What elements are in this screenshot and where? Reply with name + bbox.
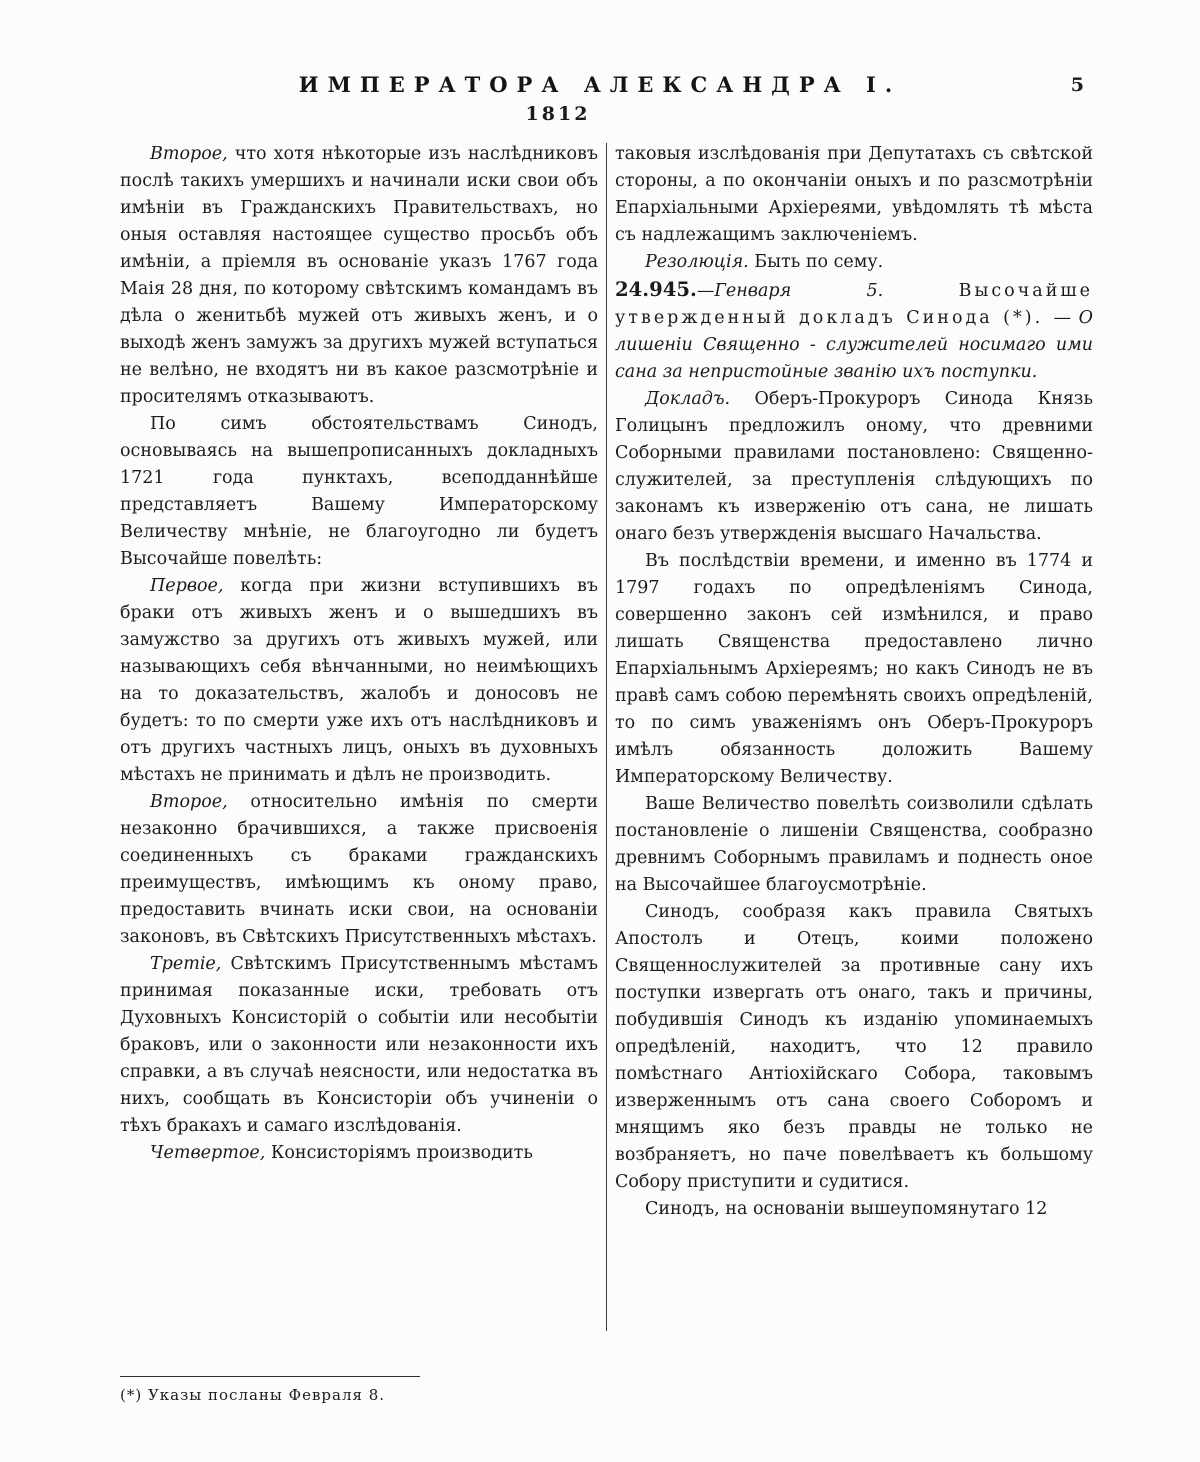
text-segment: Третіе, [150, 954, 231, 974]
paragraph [615, 386, 1093, 548]
text-segment: Въ послѣдствіи времени, и именно въ 1774 и 1797 годахъ по опредѣленіямъ Синода, совершенно законъ сей измѣнился, и право лишать Священства предоставлено лично Епархіальнымъ Архіереямъ; но какъ Синодъ не въ правѣ самъ собою перемѣнять своихъ опредѣленій, то по симъ уваженіямъ онъ Оберъ-Прокуроръ имѣлъ обязанность доложить Вашему Императорскому Величеству. [615, 551, 1093, 787]
page-header [0, 0, 1200, 97]
text-segment: Синодъ, на основаніи вышеупомянутаго 12 [645, 1199, 1048, 1219]
text-segment: Синодъ, сообразя какъ правила Святыхъ Апостолъ и Отецъ, коими положено Священнослужителей за противные сану ихъ поступки извергать отъ онаго, такъ и причины, побудившія Синодъ къ изданію упоминаемыхъ опредѣленій, находитъ, что 12 правило помѣстнаго Антіохійскаго Собора, таковымъ изверженнымъ отъ сана своего Соборомъ и мнящимъ яко безъ правды не только не возбраняетъ, но паче повелѣваетъ къ большому Собору приступити и судитися. [615, 902, 1093, 1192]
text-segment: Оберъ-Прокуроръ Синода Князь Голицынъ предложилъ оному, что древними Соборными правилами постановлено: Священно-служителей, за преступленія слѣдующихъ по законамъ къ изверженію отъ сана, не лишать онаго безъ утвержденія высшаго Начальства. [615, 389, 1093, 544]
paragraph [615, 548, 1093, 791]
text-segment: Второе, [150, 792, 251, 812]
text-segment: Свѣтскимъ Присутственнымъ мѣстамъ принимая показанные иски, требовать отъ Духовныхъ Консисторій о событіи или несобытіи браковъ, или о законности или незаконности ихъ справки, а въ случаѣ неясности, или недостатка въ нихъ, сообщать въ Консисторіи объ учиненіи о тѣхъ бракахъ и самаго изслѣдованія. [120, 954, 598, 1136]
text-segment: Консисторіямъ производить [270, 1143, 533, 1163]
paragraph [120, 951, 598, 1140]
paragraph [120, 1140, 598, 1167]
text-segment: когда при жизни вступившихъ въ браки отъ живыхъ женъ и о вышедшихъ въ замужство за другихъ отъ живыхъ мужей, или называющихъ себя вѣнчанными, но неимѣющихъ на то доказательствъ, жалобъ и доносовъ не будетъ: то по смерти уже ихъ отъ наслѣдниковъ и отъ другихъ частныхъ лицъ, оныхъ въ духовныхъ мѣстахъ не принимать и дѣлъ не производить. [120, 576, 598, 785]
text-segment: По симъ обстоятельствамъ Синодъ, основываясь на вышепрописанныхъ докладныхъ 1721 года пунктахъ, всеподданнѣйше представляетъ Вашему Императорскому Величеству мнѣніе, не благоугодно ли будетъ Высочайше повелѣть: [120, 414, 598, 569]
text-segment: 24.945. [615, 278, 697, 301]
column-divider [606, 143, 607, 1331]
paragraph [615, 276, 1093, 386]
paragraph [120, 411, 598, 573]
paragraph [120, 573, 598, 789]
text-segment: Высочайше утвержденный докладъ Синода (*). [615, 281, 1093, 328]
page-number: 5 [1070, 74, 1084, 96]
text-segment: Первое, [150, 576, 241, 596]
right-column [615, 141, 1093, 1337]
text-segment: — [1053, 308, 1079, 328]
footnote [120, 1376, 420, 1404]
left-column [120, 141, 598, 1337]
year-heading: 1812 [525, 103, 591, 125]
paragraph [615, 899, 1093, 1196]
footnote-rule [120, 1376, 420, 1377]
text-segment: — [696, 281, 715, 301]
text-segment: Четвертое, [150, 1143, 271, 1163]
paragraph [120, 141, 598, 411]
text-segment: О лишеніи Священно - служителей носимаго ими сана за непристойные званію ихъ поступки. [615, 308, 1093, 382]
paragraph [615, 791, 1093, 899]
text-segment: что хотя нѣкоторые изъ наслѣдниковъ послѣ такихъ умершихъ и начинали иски свои объ имѣніи въ Гражданскихъ Правительствахъ, но оныя оставляя настоящее существо просьбъ объ имѣніи, а пріемля въ основаніе указъ 1767 года Маія 28 дня, по которому свѣтскимъ командамъ въ дѣла о женитьбѣ мужей отъ живыхъ женъ, и о выходѣ женъ замужъ за другихъ мужей вступаться не велѣно, не входятъ ни въ какое разсмотрѣніе и просителямъ отказываютъ. [120, 144, 598, 407]
text-segment: Докладъ. [645, 389, 755, 409]
paragraph [615, 1196, 1093, 1223]
text-segment: Генваря 5. [714, 281, 959, 301]
footnote-text: (*) Указы посланы Февраля 8. [120, 1386, 386, 1404]
text-segment: Второе, [150, 144, 235, 164]
text-segment: таковыя изслѣдованія при Депутатахъ съ свѣтской стороны, а по окончаніи оныхъ и по разсмотрѣніи Епархіальными Архіереями, увѣдомлять тѣ мѣста съ надлежащимъ заключеніемъ. [615, 144, 1093, 245]
paragraph [615, 141, 1093, 249]
text-segment: Резолюція. [645, 252, 755, 272]
text-segment: Быть по сему. [754, 252, 884, 272]
text-columns [0, 141, 1200, 1337]
paragraph [120, 789, 598, 951]
text-segment: Ваше Величество повелѣть соизволили сдѣлать постановленіе о лишеніи Священства, сообразно древнимъ Соборнымъ правиламъ и поднесть оное на Высочайшее благоусмотрѣніе. [615, 794, 1093, 895]
running-title: ИМПЕРАТОРА АЛЕКСАНДРА I. [298, 72, 902, 97]
paragraph [615, 249, 1093, 276]
text-segment: относительно имѣнія по смерти незаконно брачившихся, а также присвоенія соединенныхъ съ браками гражданскихъ преимуществъ, имѣющимъ къ оному право, предоставить вчинать иски свои, на основаніи законовъ, въ Свѣтскихъ Присутственныхъ мѣстахъ. [120, 792, 598, 947]
